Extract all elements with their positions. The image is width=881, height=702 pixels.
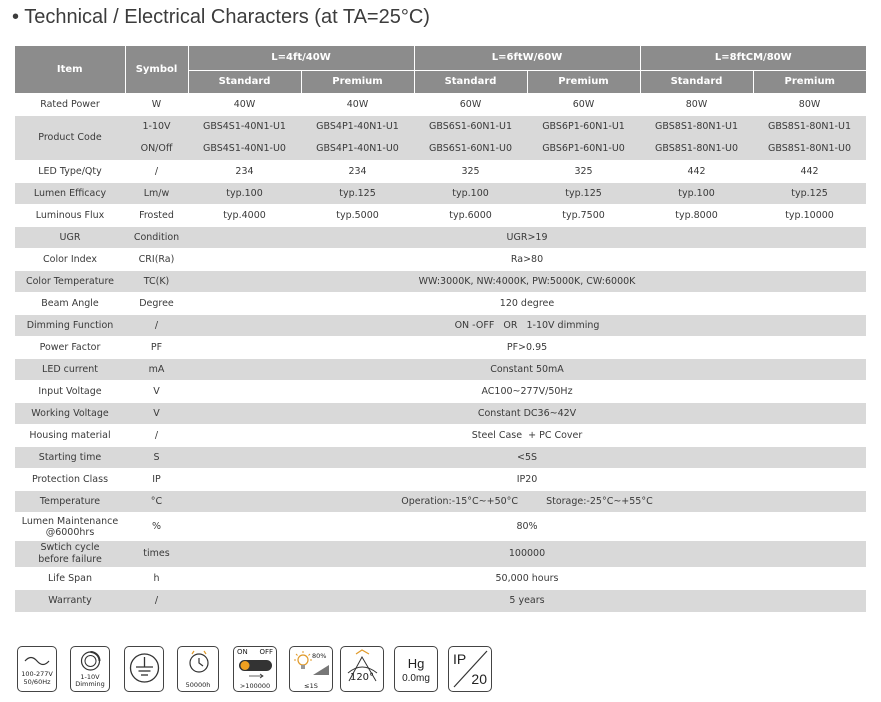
- beam-label: 120°: [349, 672, 375, 683]
- row-input-voltage: [15, 381, 866, 403]
- row-symbol: Lm/w: [125, 183, 188, 205]
- item-line: Swtich cycle: [40, 542, 100, 553]
- row-item: Power Factor: [15, 337, 125, 359]
- efficiency-label: ≤1S: [304, 682, 318, 690]
- row-item: [15, 513, 125, 541]
- dimming-line: Dimming: [75, 680, 105, 688]
- row-housing-material: [15, 425, 866, 447]
- row-value: ON -OFF OR 1-10V dimming: [188, 315, 866, 337]
- row-symbol: Frosted: [125, 205, 188, 227]
- row-symbol: W: [125, 94, 188, 116]
- row-item: UGR: [15, 227, 125, 249]
- row-value: [188, 491, 866, 513]
- row-color-index: [15, 249, 866, 271]
- code-line: GBS6P1-60N1-U1: [542, 121, 625, 132]
- row-value: typ.125: [527, 183, 640, 205]
- row-item: Color Index: [15, 249, 125, 271]
- row-value: 120 degree: [188, 293, 866, 315]
- row-item: Warranty: [15, 590, 125, 612]
- row-symbol: PF: [125, 337, 188, 359]
- row-temperature: [15, 491, 866, 513]
- header-group-6ft: L=6ftW/60W: [414, 46, 640, 71]
- row-symbol: /: [125, 590, 188, 612]
- row-symbol: V: [125, 403, 188, 425]
- row-value: 234: [301, 161, 414, 183]
- header-sub: Standard: [414, 71, 527, 94]
- row-value: UGR>19: [188, 227, 866, 249]
- row-value: 325: [527, 161, 640, 183]
- efficiency-icon: [289, 646, 333, 692]
- row-color-temperature: [15, 271, 866, 293]
- mercury-symbol: Hg: [407, 656, 425, 671]
- row-value: <5S: [188, 447, 866, 469]
- row-value: IP20: [188, 469, 866, 491]
- row-value: [414, 116, 527, 161]
- row-value: Ra>80: [188, 249, 866, 271]
- row-value: Constant DC36~42V: [188, 403, 866, 425]
- code-line: GBS6S1-60N1-U0: [429, 143, 512, 154]
- row-value: typ.7500: [527, 205, 640, 227]
- header-symbol: Symbol: [125, 46, 188, 94]
- beam-icon: [340, 646, 384, 692]
- row-symbol: mA: [125, 359, 188, 381]
- ip-bottom: 20: [471, 671, 487, 687]
- row-value: 442: [753, 161, 866, 183]
- row-symbol: Degree: [125, 293, 188, 315]
- operation-range: Operation:-15°C~+50°C: [401, 495, 519, 507]
- row-value: typ.5000: [301, 205, 414, 227]
- row-item: Rated Power: [15, 94, 125, 116]
- switch-icon: [233, 646, 277, 692]
- row-value: 5 years: [188, 590, 866, 612]
- row-value: 442: [640, 161, 753, 183]
- dimming-line: 1-10V: [80, 673, 100, 681]
- row-value: 40W: [301, 94, 414, 116]
- row-value: 40W: [188, 94, 301, 116]
- row-value: [188, 116, 301, 161]
- row-value: [640, 116, 753, 161]
- header-sub: Standard: [188, 71, 301, 94]
- row-value: [527, 116, 640, 161]
- row-symbol: IP: [125, 469, 188, 491]
- row-item: Life Span: [15, 568, 125, 590]
- item-line: @6000hrs: [45, 526, 95, 538]
- ip-icon: [448, 646, 492, 692]
- row-value: 60W: [414, 94, 527, 116]
- header-item: Item: [15, 46, 125, 94]
- storage-range: Storage:-25°C~+55°C: [546, 495, 653, 507]
- row-value: typ.10000: [753, 205, 866, 227]
- row-symbol: /: [125, 161, 188, 183]
- row-symbol: Condition: [125, 227, 188, 249]
- row-value: typ.125: [301, 183, 414, 205]
- code-line: GBS4P1-40N1-U0: [316, 143, 399, 154]
- row-value: 50,000 hours: [188, 568, 866, 590]
- row-led-current: [15, 359, 866, 381]
- row-item: [15, 541, 125, 568]
- row-value: typ.6000: [414, 205, 527, 227]
- row-item: Starting time: [15, 447, 125, 469]
- mercury-icon: [394, 646, 438, 692]
- row-item: Input Voltage: [15, 381, 125, 403]
- row-value: 234: [188, 161, 301, 183]
- row-item: Color Temperature: [15, 271, 125, 293]
- row-led-type: [15, 161, 866, 183]
- header-sub: Premium: [301, 71, 414, 94]
- voltage-icon: [17, 646, 57, 692]
- ground-icon: [124, 646, 164, 692]
- voltage-line: 50/60Hz: [23, 678, 51, 686]
- code-line: GBS6S1-60N1-U1: [429, 121, 512, 132]
- row-rated-power: [15, 94, 866, 116]
- row-symbol: CRI(Ra): [125, 249, 188, 271]
- header-sub: Standard: [640, 71, 753, 94]
- efficiency-pct: 80%: [312, 652, 327, 660]
- row-item: Dimming Function: [15, 315, 125, 337]
- row-symbol: /: [125, 425, 188, 447]
- row-dimming-function: [15, 315, 866, 337]
- header-sub: Premium: [527, 71, 640, 94]
- page-title: • Technical / Electrical Characters (at TA=25°C): [12, 6, 430, 28]
- code-line: GBS4P1-40N1-U1: [316, 121, 399, 132]
- item-line: before failure: [38, 554, 102, 565]
- row-beam-angle: [15, 293, 866, 315]
- row-value: 80W: [753, 94, 866, 116]
- row-item: LED Type/Qty: [15, 161, 125, 183]
- voltage-line: 100-277V: [21, 670, 53, 678]
- code-line: GBS8S1-80N1-U1: [768, 121, 851, 132]
- lifetime-label: 50000h: [185, 681, 211, 689]
- row-value: 80%: [188, 513, 866, 541]
- row-item: Protection Class: [15, 469, 125, 491]
- code-line: GBS4S1-40N1-U0: [203, 143, 286, 154]
- row-symbol: /: [125, 315, 188, 337]
- row-symbol: TC(K): [125, 271, 188, 293]
- row-item: LED current: [15, 359, 125, 381]
- row-item: Beam Angle: [15, 293, 125, 315]
- code-line: GBS8S1-80N1-U1: [655, 121, 738, 132]
- row-symbol: times: [125, 541, 188, 568]
- row-value: AC100~277V/50Hz: [188, 381, 866, 403]
- row-item: Working Voltage: [15, 403, 125, 425]
- row-starting-time: [15, 447, 866, 469]
- row-working-voltage: [15, 403, 866, 425]
- row-lumen-maintenance: [15, 513, 866, 541]
- row-value: typ.100: [188, 183, 301, 205]
- row-value: Constant 50mA: [188, 359, 866, 381]
- switch-on-label: ON: [237, 648, 248, 656]
- row-symbol: S: [125, 447, 188, 469]
- row-symbol: [125, 116, 188, 161]
- spec-table: [15, 46, 866, 612]
- row-value: Steel Case + PC Cover: [188, 425, 866, 447]
- header-group-8ft: L=8ftCM/80W: [640, 46, 866, 71]
- row-item: Housing material: [15, 425, 125, 447]
- row-value: typ.8000: [640, 205, 753, 227]
- row-value: 325: [414, 161, 527, 183]
- row-value: [753, 116, 866, 161]
- row-symbol: h: [125, 568, 188, 590]
- code-line: GBS8S1-80N1-U0: [768, 143, 851, 154]
- row-power-factor: [15, 337, 866, 359]
- row-product-code: [15, 116, 866, 161]
- header-group-4ft: L=4ft/40W: [188, 46, 414, 71]
- row-value: PF>0.95: [188, 337, 866, 359]
- row-protection-class: [15, 469, 866, 491]
- lifetime-icon: [177, 646, 219, 692]
- item-line: Lumen Maintenance: [21, 515, 119, 527]
- row-warranty: [15, 590, 866, 612]
- row-item: Temperature: [15, 491, 125, 513]
- row-item: Product Code: [15, 116, 125, 161]
- row-value: typ.100: [414, 183, 527, 205]
- row-value: 100000: [188, 541, 866, 568]
- row-value: typ.4000: [188, 205, 301, 227]
- row-life-span: [15, 568, 866, 590]
- code-line: GBS8S1-80N1-U0: [655, 143, 738, 154]
- header-sub: Premium: [753, 71, 866, 94]
- mercury-value: 0.0mg: [402, 673, 430, 684]
- symbol-line: ON/Off: [140, 143, 173, 154]
- symbol-line: 1-10V: [142, 121, 171, 132]
- row-symbol: V: [125, 381, 188, 403]
- ip-top: IP: [453, 651, 467, 667]
- row-switch-cycle: [15, 541, 866, 568]
- row-value: typ.100: [640, 183, 753, 205]
- row-value: 80W: [640, 94, 753, 116]
- row-value: WW:3000K, NW:4000K, PW:5000K, CW:6000K: [188, 271, 866, 293]
- row-luminous-flux: [15, 205, 866, 227]
- row-symbol: °C: [125, 491, 188, 513]
- row-symbol: %: [125, 513, 188, 541]
- row-value: typ.125: [753, 183, 866, 205]
- switch-off-label: OFF: [259, 648, 273, 656]
- row-lumen-efficacy: [15, 183, 866, 205]
- code-line: GBS6P1-60N1-U0: [542, 143, 625, 154]
- dimming-icon: [70, 646, 110, 692]
- code-line: GBS4S1-40N1-U1: [203, 121, 286, 132]
- row-ugr: [15, 227, 866, 249]
- row-item: Lumen Efficacy: [15, 183, 125, 205]
- row-value: [301, 116, 414, 161]
- row-item: Luminous Flux: [15, 205, 125, 227]
- row-value: 60W: [527, 94, 640, 116]
- switch-label: >100000: [239, 682, 271, 690]
